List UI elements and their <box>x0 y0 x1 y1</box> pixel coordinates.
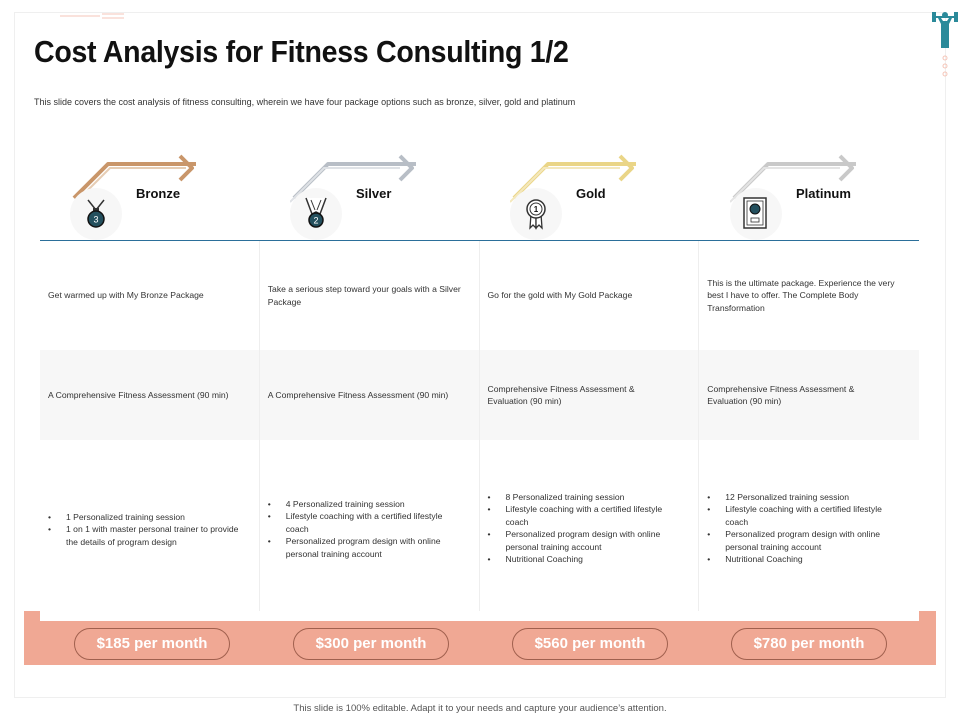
package-name-platinum: Platinum <box>796 186 851 201</box>
gold-ribbon-medal-icon <box>510 188 562 240</box>
list-item: • Personalized program design with online personal training account <box>268 535 459 560</box>
package-name-gold: Gold <box>576 186 606 201</box>
feature-list <box>268 498 459 560</box>
assessment-platinum: Comprehensive Fitness Assessment & Evaluation (90 min) <box>707 383 855 406</box>
features-gold <box>480 440 700 620</box>
svg-text:3: 3 <box>93 214 99 225</box>
platinum-certificate-icon <box>730 188 782 240</box>
price-silver: $300 per month <box>293 628 449 660</box>
page-title: Cost Analysis for Fitness Consulting 1/2 <box>34 34 569 69</box>
assessment-silver: A Comprehensive Fitness Assessment (90 min) <box>260 350 480 440</box>
silver-medal-icon <box>290 188 342 240</box>
features-bronze <box>40 440 260 620</box>
assessment-gold: Comprehensive Fitness Assessment & Evaluation (90 min) <box>480 350 700 440</box>
price-gold: $560 per month <box>512 628 668 660</box>
feature-list <box>48 511 251 548</box>
assessment-bronze: A Comprehensive Fitness Assessment (90 min) <box>40 350 260 440</box>
list-item: • Lifestyle coaching with a certified lifestyle coach <box>707 503 905 528</box>
bronze-medal-icon <box>70 188 122 240</box>
list-item: • 1 Personalized training session <box>48 511 251 523</box>
list-item: • 4 Personalized training session <box>268 498 459 510</box>
table-row-features <box>40 440 919 620</box>
description-gold: Go for the gold with My Gold Package <box>480 241 700 350</box>
weightlifter-logo-icon <box>930 6 960 80</box>
package-header-gold <box>480 150 700 240</box>
package-header-silver <box>260 150 480 240</box>
list-item: • Nutritional Coaching <box>707 553 905 565</box>
package-header-platinum <box>700 150 920 240</box>
list-item: • 8 Personalized training session <box>488 491 685 503</box>
package-comparison-table <box>40 241 919 620</box>
price-platinum: $780 per month <box>731 628 887 660</box>
list-item: • Personalized program design with online personal training account <box>488 528 685 553</box>
package-name-silver: Silver <box>356 186 392 201</box>
price-bar-inner <box>40 611 919 621</box>
svg-text:1: 1 <box>533 205 539 214</box>
package-header-bronze <box>40 150 260 240</box>
list-item: • 1 on 1 with master personal trainer to provide the details of program design <box>48 523 251 548</box>
table-row-description <box>40 241 919 350</box>
description-bronze: Get warmed up with My Bronze Package <box>40 241 260 350</box>
package-name-bronze: Bronze <box>136 186 181 201</box>
footer-note: This slide is 100% editable. Adapt it to your needs and capture your audience’s attention. <box>293 703 667 714</box>
feature-list <box>707 491 905 566</box>
features-silver <box>260 440 480 620</box>
svg-text:2: 2 <box>313 215 319 226</box>
list-item: • Lifestyle coaching with a certified lifestyle coach <box>488 503 685 528</box>
corner-decoration <box>60 12 124 20</box>
price-bronze: $185 per month <box>74 628 230 660</box>
table-row-assessment <box>40 350 919 440</box>
list-item: • 12 Personalized training session <box>707 491 905 503</box>
features-platinum <box>699 440 919 620</box>
description-silver: Take a serious step toward your goals with a Silver Package <box>260 241 480 350</box>
description-platinum: This is the ultimate package. Experience the very best I have to offer. The Complete Body Transformation <box>707 277 895 313</box>
list-item: • Personalized program design with online personal training account <box>707 528 905 553</box>
page-subtitle: This slide covers the cost analysis of fitness consulting, wherein we have four package options such as bronze, silver, gold and platinum <box>34 97 576 107</box>
list-item: • Nutritional Coaching <box>488 553 685 565</box>
list-item: • Lifestyle coaching with a certified lifestyle coach <box>268 510 459 535</box>
feature-list <box>488 491 685 566</box>
